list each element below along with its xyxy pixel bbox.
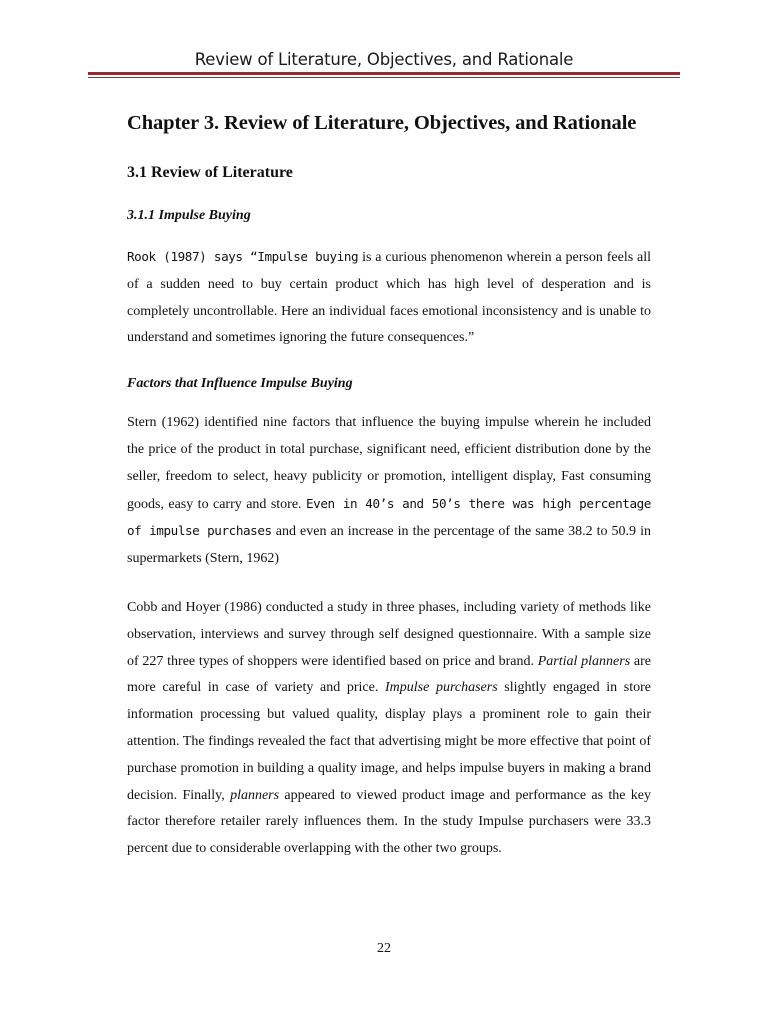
header-rule-thin — [88, 77, 680, 78]
subsection-title: 3.1.1 Impulse Buying — [127, 208, 251, 223]
chapter-title: Chapter 3. Review of Literature, Objectives, and Rationale — [127, 112, 637, 134]
header-rule-thick — [88, 72, 680, 75]
page-number: 22 — [377, 941, 391, 956]
cobb-text-3: slightly engaged in store information processing but valued quality, display plays a prominent role to gain their attention. The findings revealed the fact that advertising might be more effective that point of purchase promotion in building a quality image, and helps impulse buyers in making a brand decision. Finally, — [127, 680, 651, 803]
factors-heading: Factors that Influence Impulse Buying — [127, 376, 353, 392]
cobb-text-2: are more careful in case of variety and price. — [127, 653, 652, 696]
section-title: 3.1 Review of Literature — [127, 164, 293, 181]
partial-planners-term: Partial planners — [537, 653, 631, 669]
rook-quote-start: Rook (1987) says “Impulse buying — [127, 249, 359, 264]
stern-text-3: and even an increase in the percentage of the same 38.2 to 50.9 in supermarkets (Stern, 1962) — [127, 524, 651, 567]
planners-term: planners — [230, 787, 280, 803]
running-header: Review of Literature, Objectives, and Rationale — [194, 50, 574, 69]
paragraph-stern — [127, 410, 651, 573]
paragraph-rook — [127, 244, 651, 352]
cobb-text-1: Cobb and Hoyer (1986) conducted a study in three phases, including variety of methods like observation, interviews and survey through self designed questionnaire. With a sample size of 227 three types of shoppers were identified based on price and brand. — [127, 599, 651, 669]
impulse-purchasers-term: Impulse purchasers — [384, 680, 498, 696]
rook-quote-rest: is a curious phenomenon wherein a person feels all of a sudden need to buy certain product which has high level of desperation and is completely uncontrollable. Here an individual faces emotional inconsistency and is unable to understand and sometimes ignoring the future consequences.” — [127, 250, 652, 346]
stern-text-1: Stern (1962) identified nine factors that influence the buying impulse wherein he included the price of the product in total purchase, significant need, efficient distribution done by the seller, freedom to select, heavy publicity or promotion, intelligent display, Fast consuming goods, easy to carry and store. — [127, 415, 651, 512]
cobb-text-4: appeared to viewed product image and performance as the key factor therefore retailer rarely influences them. In the study Impulse purchasers were 33.3 percent due to considerable overlapping with the other two groups. — [127, 787, 651, 857]
page-body — [127, 108, 651, 863]
stern-text-2: Even in 40’s and 50’s there was high percentage of impulse purchases — [127, 495, 651, 539]
paragraph-cobb-hoyer — [127, 595, 651, 863]
